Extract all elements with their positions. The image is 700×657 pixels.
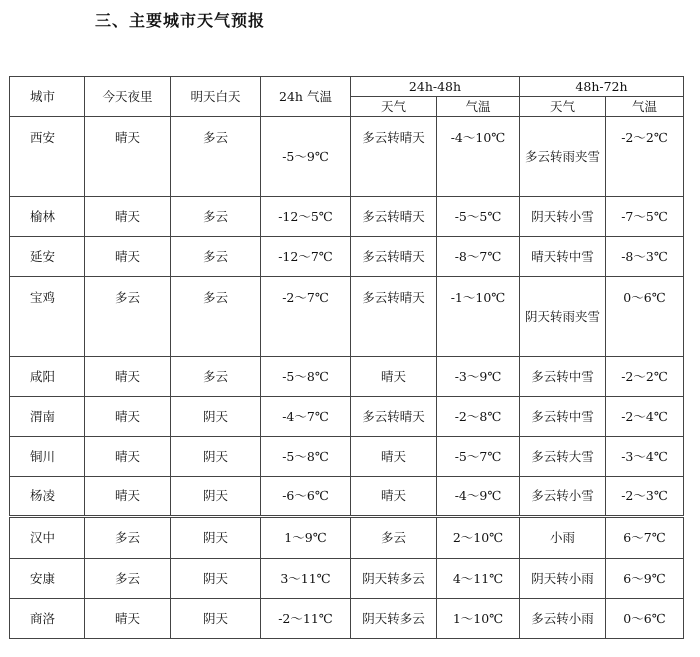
header-period-48-72: 48h-72h: [520, 77, 684, 97]
temp48-cell: -5～7℃: [437, 437, 520, 477]
temp48-cell: 4～11℃: [437, 559, 520, 599]
temp24-cell: 3～11℃: [261, 559, 351, 599]
weather48-cell: 多云转晴天: [351, 197, 437, 237]
table-row: [10, 237, 684, 277]
weather72-cell: 小雨: [520, 517, 606, 559]
tomorrow-cell: 阴天: [171, 559, 261, 599]
temp48-cell: -4～10℃: [437, 117, 520, 197]
temp48-cell: 1～10℃: [437, 599, 520, 639]
weather48-cell: 多云: [351, 517, 437, 559]
table-row: [10, 477, 684, 517]
header-city: 城市: [10, 77, 85, 117]
table-row: [10, 117, 684, 197]
weather48-cell: 多云转晴天: [351, 237, 437, 277]
temp72-cell: -2～3℃: [606, 477, 684, 517]
temp24-cell: -6～6℃: [261, 477, 351, 517]
temp72-cell: -2～4℃: [606, 397, 684, 437]
tomorrow-cell: 阴天: [171, 437, 261, 477]
temp48-cell: -1～10℃: [437, 277, 520, 357]
tonight-cell: 晴天: [85, 397, 171, 437]
tonight-cell: 晴天: [85, 197, 171, 237]
tomorrow-cell: 阴天: [171, 517, 261, 559]
forecast-table: [9, 76, 684, 639]
city-cell: 杨凌: [10, 477, 85, 517]
table-row: [10, 277, 684, 357]
header-weather-72: 天气: [520, 97, 606, 117]
city-cell: 渭南: [10, 397, 85, 437]
tomorrow-cell: 阴天: [171, 599, 261, 639]
table-row: [10, 559, 684, 599]
header-row-1: [10, 77, 684, 97]
table-row: [10, 357, 684, 397]
temp48-cell: -4～9℃: [437, 477, 520, 517]
temp24-cell: -5～8℃: [261, 437, 351, 477]
temp72-cell: 0～6℃: [606, 599, 684, 639]
weather48-cell: 多云转晴天: [351, 397, 437, 437]
temp48-cell: -2～8℃: [437, 397, 520, 437]
city-cell: 铜川: [10, 437, 85, 477]
temp72-cell: 0～6℃: [606, 277, 684, 357]
tonight-cell: 多云: [85, 517, 171, 559]
table-row: [10, 437, 684, 477]
weather72-cell: 多云转小雪: [520, 477, 606, 517]
city-cell: 延安: [10, 237, 85, 277]
temp24-cell: -12～7℃: [261, 237, 351, 277]
tonight-cell: 晴天: [85, 237, 171, 277]
header-temp-24h: 24h 气温: [261, 77, 351, 117]
city-cell: 商洛: [10, 599, 85, 639]
tonight-cell: 多云: [85, 277, 171, 357]
weather72-cell: 晴天转中雪: [520, 237, 606, 277]
header-temp-48: 气温: [437, 97, 520, 117]
tomorrow-cell: 阴天: [171, 397, 261, 437]
temp24-cell: -5～9℃: [261, 117, 351, 197]
tomorrow-cell: 多云: [171, 117, 261, 197]
tomorrow-cell: 多云: [171, 277, 261, 357]
temp72-cell: 6～7℃: [606, 517, 684, 559]
header-temp-72: 气温: [606, 97, 684, 117]
temp72-cell: -3～4℃: [606, 437, 684, 477]
tonight-cell: 晴天: [85, 117, 171, 197]
city-cell: 汉中: [10, 517, 85, 559]
temp24-cell: -2～7℃: [261, 277, 351, 357]
temp72-cell: -2～2℃: [606, 117, 684, 197]
weather48-cell: 阴天转多云: [351, 559, 437, 599]
city-cell: 咸阳: [10, 357, 85, 397]
weather48-cell: 多云转晴天: [351, 277, 437, 357]
temp24-cell: -2～11℃: [261, 599, 351, 639]
city-cell: 西安: [10, 117, 85, 197]
tomorrow-cell: 多云: [171, 197, 261, 237]
table-row: [10, 599, 684, 639]
city-cell: 榆林: [10, 197, 85, 237]
city-cell: 宝鸡: [10, 277, 85, 357]
temp72-cell: 6～9℃: [606, 559, 684, 599]
weather72-cell: 阴天转小雪: [520, 197, 606, 237]
tonight-cell: 晴天: [85, 357, 171, 397]
weather72-cell: 多云转中雪: [520, 397, 606, 437]
header-tonight: 今天夜里: [85, 77, 171, 117]
temp24-cell: -4～7℃: [261, 397, 351, 437]
header-period-24-48: 24h-48h: [351, 77, 520, 97]
tomorrow-cell: 多云: [171, 237, 261, 277]
header-tomorrow-day: 明天白天: [171, 77, 261, 117]
tomorrow-cell: 阴天: [171, 477, 261, 517]
temp72-cell: -8～3℃: [606, 237, 684, 277]
temp24-cell: -5～8℃: [261, 357, 351, 397]
weather72-cell: 多云转中雪: [520, 357, 606, 397]
temp48-cell: -3～9℃: [437, 357, 520, 397]
temp72-cell: -7～5℃: [606, 197, 684, 237]
tonight-cell: 晴天: [85, 477, 171, 517]
weather72-cell: 多云转小雨: [520, 599, 606, 639]
weather72-cell: 多云转大雪: [520, 437, 606, 477]
temp24-cell: 1～9℃: [261, 517, 351, 559]
weather48-cell: 多云转晴天: [351, 117, 437, 197]
weather72-cell: 阴天转小雨: [520, 559, 606, 599]
weather48-cell: 晴天: [351, 477, 437, 517]
tonight-cell: 多云: [85, 559, 171, 599]
tomorrow-cell: 多云: [171, 357, 261, 397]
weather48-cell: 晴天: [351, 437, 437, 477]
tonight-cell: 晴天: [85, 437, 171, 477]
weather48-cell: 晴天: [351, 357, 437, 397]
weather72-cell: 阴天转雨夹雪: [520, 277, 606, 357]
tonight-cell: 晴天: [85, 599, 171, 639]
temp48-cell: -5～5℃: [437, 197, 520, 237]
temp72-cell: -2～2℃: [606, 357, 684, 397]
temp24-cell: -12～5℃: [261, 197, 351, 237]
weather72-cell: 多云转雨夹雪: [520, 117, 606, 197]
page-title: 三、主要城市天气预报: [95, 11, 266, 30]
table-row: [10, 397, 684, 437]
table-row: [10, 517, 684, 559]
weather48-cell: 阴天转多云: [351, 599, 437, 639]
header-weather-48: 天气: [351, 97, 437, 117]
table-row: [10, 197, 684, 237]
city-cell: 安康: [10, 559, 85, 599]
temp48-cell: 2～10℃: [437, 517, 520, 559]
temp48-cell: -8～7℃: [437, 237, 520, 277]
